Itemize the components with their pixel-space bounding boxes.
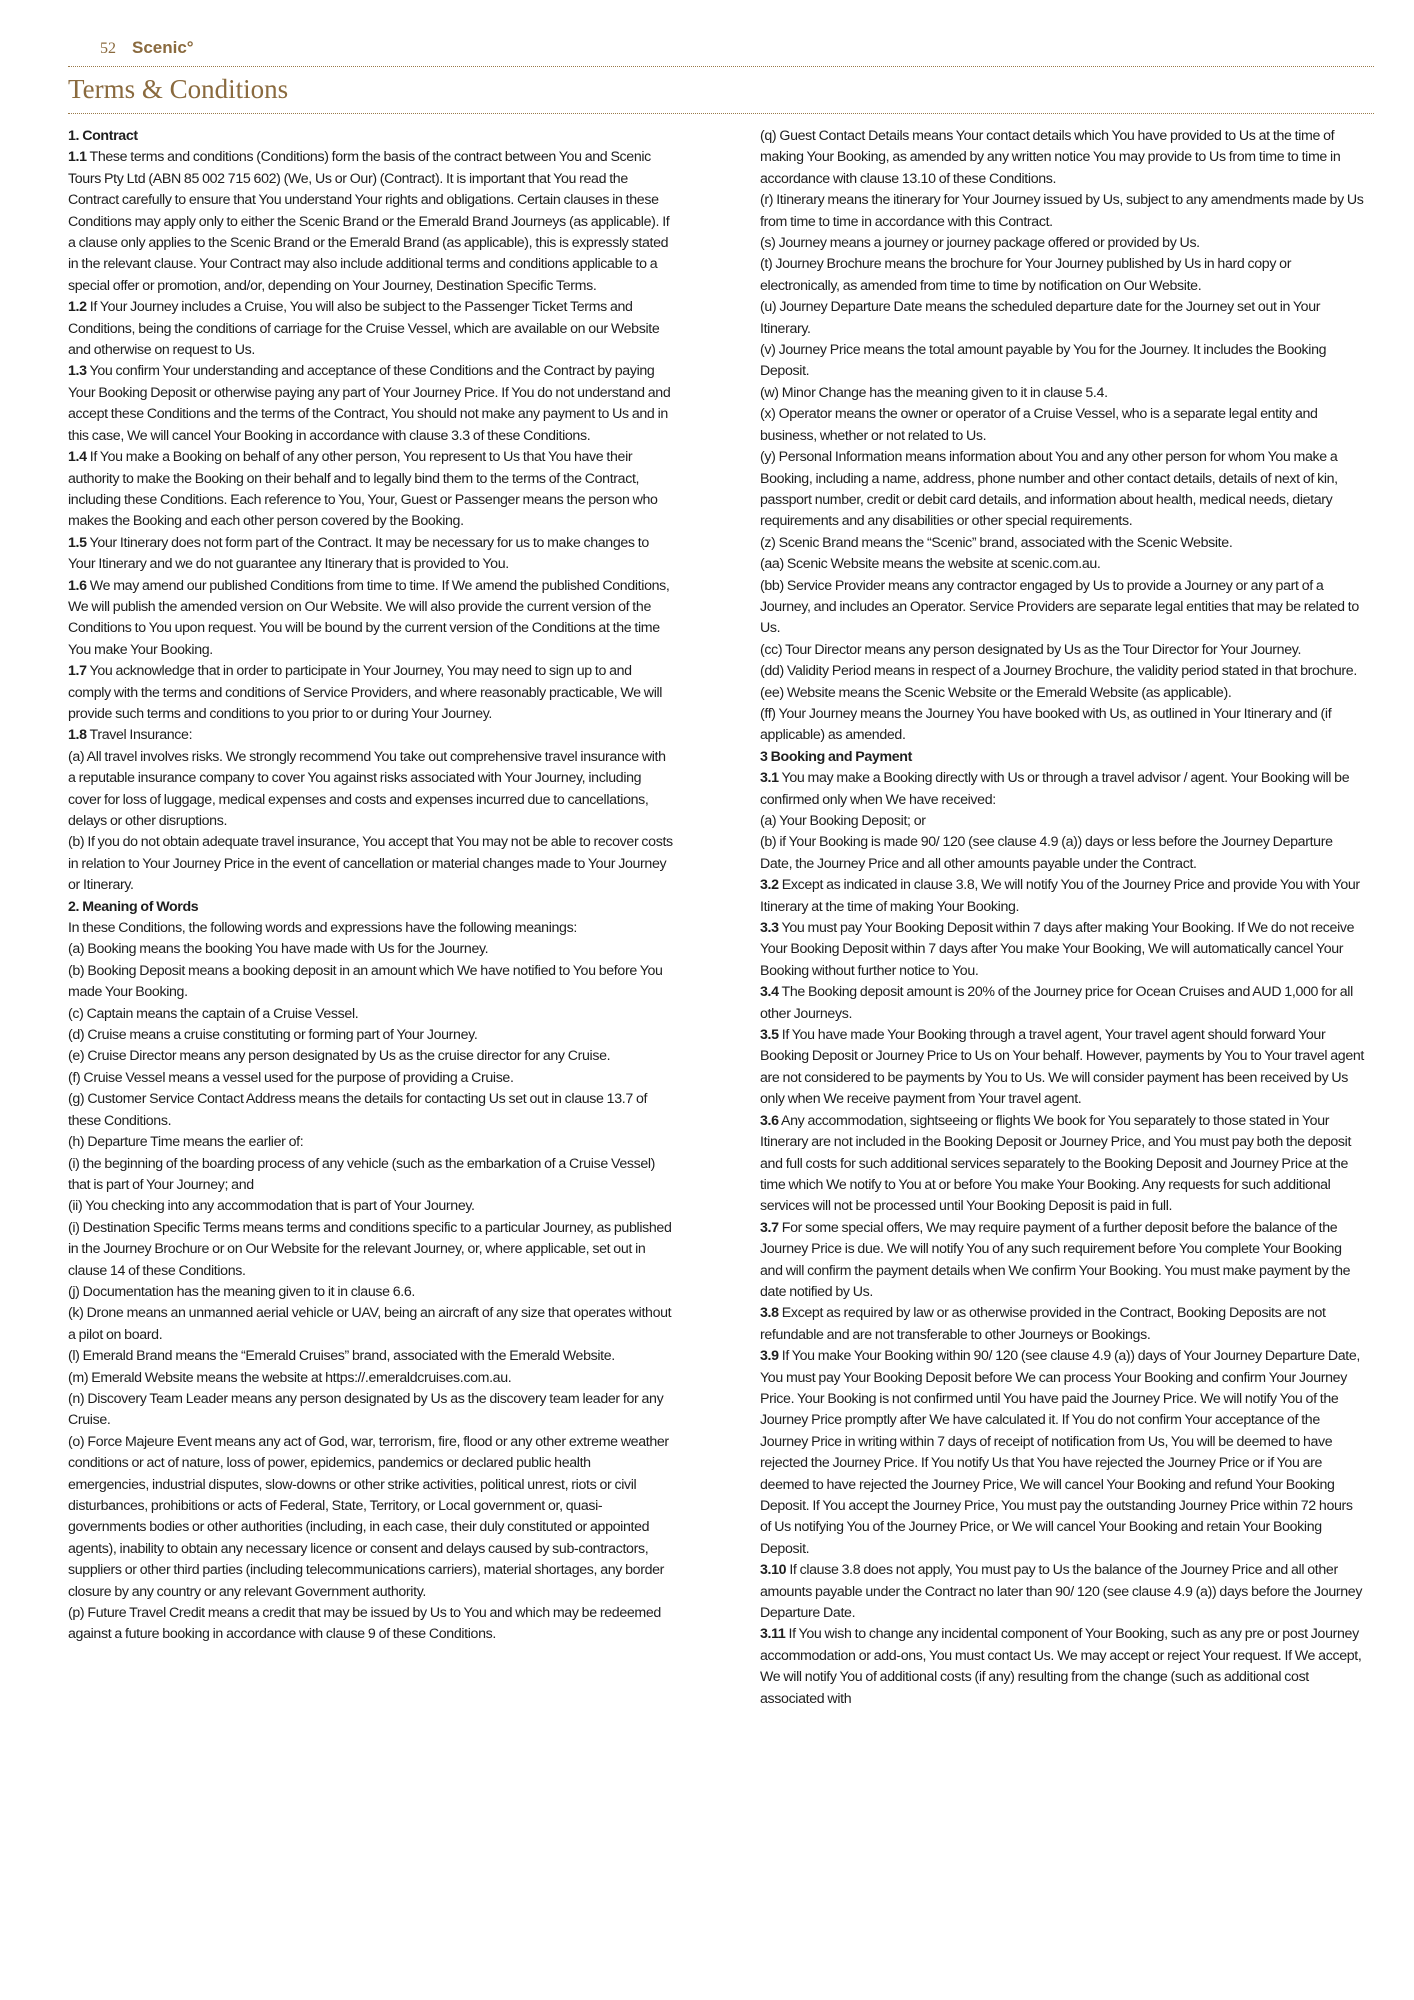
clause-text: You confirm Your understanding and acceptance of these Conditions and the Contract by paying Your Booking Deposit or otherwise paying any part of Your Journey Price. If You do not understand and accept these Conditions and the terms of the Contract, You should not make any payment to Us and in this case, We will cancel Your Booking in accordance with clause 3.3 of these Conditions. — [68, 363, 671, 444]
clause-text: (u) Journey Departure Date means the scheduled departure date for the Journey set out in Your Itinerary. — [760, 299, 1321, 337]
clause-paragraph — [760, 1111, 1366, 1218]
clause-text: (m) Emerald Website means the website at https://.emeraldcruises.com.au. — [68, 1369, 512, 1386]
clause-paragraph — [760, 554, 1366, 575]
clause-text: (y) Personal Information means information about You and any other person for whom You make a Booking, including a name, address, phone number and other contact details, details of next of kin, passport number, credit or debit card details, and information about health, medical needs, dietary requirements and any disabilities or other special requirements. — [760, 449, 1338, 530]
clause-number: 3.10 — [760, 1562, 787, 1579]
clause-paragraph — [760, 297, 1366, 340]
clause-number: 3.1 — [760, 770, 779, 787]
clause-paragraph — [760, 1025, 1366, 1111]
clause-text: (c) Captain means the captain of a Cruise Vessel. — [68, 1005, 359, 1022]
clause-text: (bb) Service Provider means any contractor engaged by Us to provide a Journey or any part of a Journey, and includes an Operator. Service Providers are separate legal entities that may be related to Us. — [760, 577, 1359, 637]
clause-text: (h) Departure Time means the earlier of: — [68, 1134, 304, 1151]
clause-number: 3.3 — [760, 920, 779, 937]
clause-paragraph — [760, 576, 1366, 640]
clause-paragraph — [68, 747, 674, 833]
clause-text: (s) Journey means a journey or journey package offered or provided by Us. — [760, 235, 1200, 252]
clause-paragraph — [68, 447, 674, 533]
title-divider — [68, 113, 1374, 114]
clause-paragraph — [68, 1282, 674, 1303]
clause-paragraph — [760, 254, 1366, 297]
clause-text: We may amend our published Conditions from time to time. If We amend the published Conditions, We will publish the amended version on Our Website. We will also provide the current version of the Conditions to You upon request. You will be bound by the current version of the Conditions at the time You make Your Booking. — [68, 577, 670, 658]
clause-number: 1.1 — [68, 149, 87, 166]
clause-number: 3.8 — [760, 1305, 779, 1322]
clause-paragraph — [68, 918, 674, 939]
clause-text: (l) Emerald Brand means the “Emerald Cruises” brand, associated with the Emerald Website. — [68, 1348, 615, 1365]
clause-paragraph — [760, 190, 1366, 233]
clause-text: (r) Itinerary means the itinerary for Your Journey issued by Us, subject to any amendments made by Us from time to time in accordance with this Contract. — [760, 192, 1364, 230]
clause-text: Except as required by law or as otherwise provided in the Contract, Booking Deposits are not refundable and are not transferable to other Journeys or Bookings. — [760, 1305, 1326, 1343]
clause-paragraph — [68, 832, 674, 896]
clause-text: (a) Your Booking Deposit; or — [760, 813, 926, 829]
clause-paragraph — [68, 1368, 674, 1389]
clause-text: For some special offers, We may require payment of a further deposit before the balance of the Journey Price is due. We will notify You of any such requirement before You complete Your Booking and will confirm the payment details when We confirm Your Booking. You must make payment by the date notified by Us. — [760, 1219, 1351, 1300]
clause-paragraph — [68, 939, 674, 960]
clause-text: (e) Cruise Director means any person designated by Us as the cruise director for any Cruise. — [68, 1048, 611, 1065]
clause-paragraph — [760, 811, 1366, 832]
clause-paragraph — [68, 1196, 674, 1217]
clause-text: (g) Customer Service Contact Address means the details for contacting Us set out in clause 13.7 of these Conditions. — [68, 1091, 648, 1129]
clause-text: (a) All travel involves risks. We strongly recommend You take out comprehensive travel insurance with a reputable insurance company to cover You against risks associated with Your Journey, including cover for loss of luggage, medical expenses and costs and expenses incurred due to cancellations, delays or other disruptions. — [68, 748, 666, 829]
clause-number: 3.6 — [760, 1112, 779, 1129]
section-heading: 1. Contract — [68, 128, 138, 144]
clause-paragraph — [68, 361, 674, 447]
clause-paragraph — [760, 918, 1366, 982]
clause-paragraph — [68, 961, 674, 1004]
clause-text: (b) if Your Booking is made 90/ 120 (see clause 4.9 (a)) days or less before the Journey Departure Date, the Journey Price and all other amounts payable under the Contract. — [760, 834, 1333, 872]
clause-text: (v) Journey Price means the total amount payable by You for the Journey. It includes the Booking Deposit. — [760, 342, 1327, 380]
clause-paragraph — [760, 832, 1366, 875]
section-heading: 2. Meaning of Words — [68, 898, 199, 915]
clause-number: 3.9 — [760, 1348, 779, 1365]
clause-paragraph — [68, 1004, 674, 1025]
clause-text: (aa) Scenic Website means the website at scenic.com.au. — [760, 556, 1101, 573]
clause-paragraph — [68, 147, 674, 297]
clause-text: The Booking deposit amount is 20% of the Journey price for Ocean Cruises and AUD 1,000 for all other Journeys. — [760, 984, 1353, 1022]
clause-paragraph — [68, 1603, 674, 1646]
clause-text: If You make a Booking on behalf of any other person, You represent to Us that You have their authority to make the Booking on their behalf and to legally bind them to the terms of the Contract, including these Conditions. Each reference to You, Your, Guest or Passenger means the person who makes the Booking and each other person covered by the Booking. — [68, 449, 658, 530]
clause-text: (ee) Website means the Scenic Website or the Emerald Website (as applicable). — [760, 684, 1232, 701]
clause-text: (i) Destination Specific Terms means terms and conditions specific to a particular Journey, as published in the Journey Brochure or on Our Website for the relevant Journey, or, where applicable, set out in clause 14 of these Conditions. — [68, 1219, 672, 1279]
clause-paragraph — [760, 404, 1366, 447]
left-column — [68, 126, 674, 1646]
clause-paragraph — [68, 1046, 674, 1067]
clause-number: 3.7 — [760, 1219, 779, 1236]
clause-number: 3.4 — [760, 984, 779, 1001]
clause-paragraph — [760, 340, 1366, 383]
clause-text: Your Itinerary does not form part of the Contract. It may be necessary for us to make changes to Your Itinerary and we do not guarantee any Itinerary that is provided to You. — [68, 534, 649, 573]
clause-paragraph — [68, 1346, 674, 1367]
clause-paragraph — [68, 1432, 674, 1603]
clause-text: (q) Guest Contact Details means Your contact details which You have provided to Us at the time of making Your Booking, as amended by any written notice You may provide to Us from time to time in accordance with clause 13.10 of these Conditions. — [760, 128, 1341, 187]
clause-paragraph — [68, 1154, 674, 1197]
clause-text: (f) Cruise Vessel means a vessel used for the purpose of providing a Cruise. — [68, 1069, 514, 1086]
clause-paragraph — [760, 383, 1366, 404]
clause-number: 1.5 — [68, 534, 87, 551]
clause-text: If Your Journey includes a Cruise, You will also be subject to the Passenger Ticket Terms and Conditions, being the conditions of carriage for the Cruise Vessel, which are available on our Website and otherwise on request to Us. — [68, 299, 660, 359]
clause-text: You must pay Your Booking Deposit within 7 days after making Your Booking. If We do not receive Your Booking Deposit within 7 days after You make Your Booking, We will automatically cancel Your Booking without further notice to You. — [760, 920, 1355, 979]
clause-text: (cc) Tour Director means any person designated by Us as the Tour Director for Your Journey. — [760, 641, 1302, 658]
section-heading: 3 Booking and Payment — [760, 748, 912, 765]
clause-number: 3.5 — [760, 1027, 779, 1044]
clause-text: (w) Minor Change has the meaning given to it in clause 5.4. — [760, 384, 1108, 401]
clause-text: (dd) Validity Period means in respect of a Journey Brochure, the validity period stated in that brochure. — [760, 663, 1357, 680]
clause-text: If clause 3.8 does not apply, You must pay to Us the balance of the Journey Price and all other amounts payable under the Contract no later than 90/ 120 (see clause 4.9 (a)) days before the Journey Departure Date. — [760, 1562, 1363, 1622]
clause-number: 1.7 — [68, 663, 87, 680]
clause-number: 1.2 — [68, 299, 87, 316]
clause-text: These terms and conditions (Conditions) form the basis of the contract between You and Scenic Tours Pty Ltd (ABN 85 002 715 602) (We, Us or Our) (Contract). It is important that You read the Contract carefully to ensure that You understand Your rights and obligations. Certain clauses in these Conditions may apply only to either the Scenic Brand or the Emerald Brand Journeys (as applicable). If a clause only applies to the Scenic Brand or the Emerald Brand (as applicable), this is expressly stated in the relevant clause. Your Contract may also include additional terms and conditions applicable to a special offer or promotion, and/or, depending on Your Journey, Destination Specific Terms. — [68, 149, 670, 294]
clause-text: (x) Operator means the owner or operator of a Cruise Vessel, who is a separate legal entity and business, whether or not related to Us. — [760, 406, 1318, 444]
clause-text: You may make a Booking directly with Us or through a travel advisor / agent. Your Booking will be confirmed only when We have received: — [760, 770, 1350, 808]
clause-number: 1.3 — [68, 363, 87, 380]
clause-text: (b) If you do not obtain adequate travel insurance, You accept that You may not be able to recover costs in relation to Your Journey Price in the event of cancellation or material changes made to Your Journey or Itinerary. — [68, 834, 673, 894]
clause-paragraph — [68, 1089, 674, 1132]
clause-text: (j) Documentation has the meaning given to it in clause 6.6. — [68, 1283, 416, 1300]
right-column — [760, 126, 1366, 1710]
clause-paragraph — [760, 768, 1366, 811]
clause-paragraph — [760, 1346, 1366, 1560]
clause-paragraph — [760, 982, 1366, 1025]
clause-paragraph — [760, 661, 1366, 682]
clause-text: Travel Insurance: — [89, 727, 193, 744]
clause-paragraph — [760, 1303, 1366, 1346]
clause-text: (o) Force Majeure Event means any act of God, war, terrorism, fire, flood or any other extreme weather conditions or act of nature, loss of power, epidemics, pandemics or declared public health emergencies, industrial disputes, slow-downs or other strike activities, political unrest, riots or civil disturbances, prohibitions or acts of Federal, State, Territory, or Local government or, quasi-governments bodies or other authorities (including, in each case, their duly constituted or appointed agents), inability to obtain any necessary licence or consent and delays caused by sub-contractors, suppliers or other third parties (including telecommunications carriers), material shortages, any border closure by any country or any relevant Government authority. — [68, 1433, 669, 1600]
clause-number: 1.6 — [68, 577, 87, 594]
clause-text: (k) Drone means an unmanned aerial vehicle or UAV, being an aircraft of any size that operates without a pilot on board. — [68, 1305, 672, 1343]
clause-text: You acknowledge that in order to participate in Your Journey, You may need to sign up to and comply with the terms and conditions of Service Providers, and where reasonably practicable, We will provide such terms and conditions to you prior to or during Your Journey. — [68, 663, 663, 722]
top-divider — [68, 66, 1374, 67]
clause-text: If You make Your Booking within 90/ 120 (see clause 4.9 (a)) days of Your Journey Departure Date, You must pay Your Booking Deposit before We can process Your Booking and confirm Your Journey Price. Your Booking is not confirmed until You have paid the Journey Price. We will notify You of the Journey Price promptly after We have calculated it. If You do not confirm Your acceptance of the Journey Price in writing within 7 days of receipt of notification from Us, You will be deemed to have rejected the Journey Price. If You notify Us that You have rejected the Journey Price or if You are deemed to have rejected the Journey Price, We will cancel Your Booking and refund Your Booking Deposit. If You accept the Journey Price, You must pay the outstanding Journey Price within 72 hours of Us notifying You of the Journey Price, or We will cancel Your Booking and retain Your Booking Deposit. — [760, 1348, 1361, 1557]
clause-number: 1.4 — [68, 449, 87, 466]
clause-paragraph — [760, 1218, 1366, 1304]
clause-number: 3.2 — [760, 877, 779, 894]
clause-paragraph — [760, 1624, 1366, 1710]
clause-text: (n) Discovery Team Leader means any person designated by Us as the discovery team leader for any Cruise. — [68, 1390, 664, 1429]
clause-text: (b) Booking Deposit means a booking deposit in an amount which We have notified to You before You made Your Booking. — [68, 962, 663, 1001]
clause-paragraph — [68, 533, 674, 576]
clause-text: Except as indicated in clause 3.8, We will notify You of the Journey Price and provide You with Your Itinerary at the time of making Your Booking. — [760, 877, 1360, 915]
clause-text: If You have made Your Booking through a travel agent, Your travel agent should forward Your Booking Deposit or Journey Price to Us on Your behalf. However, payments by You to Your travel agent are not considered to be payments by You to Us. We will consider payment has been received by Us only when We receive payment from Your travel agent. — [760, 1027, 1365, 1108]
clause-paragraph — [760, 1560, 1366, 1624]
clause-text: (ff) Your Journey means the Journey You have booked with Us, as outlined in Your Itinerary and (if applicable) as amended. — [760, 705, 1332, 744]
brand-name: Scenic° — [132, 38, 194, 57]
clause-paragraph — [760, 233, 1366, 254]
clause-paragraph — [760, 640, 1366, 661]
clause-number: 3.11 — [760, 1626, 786, 1643]
clause-paragraph — [68, 297, 674, 361]
clause-paragraph — [68, 1303, 674, 1346]
clause-text: (i) the beginning of the boarding process of any vehicle (such as the embarkation of a Cruise Vessel) that is part of Your Journey; and — [68, 1155, 656, 1193]
clause-paragraph — [68, 576, 674, 662]
clause-text: (t) Journey Brochure means the brochure for Your Journey published by Us in hard copy or electronically, as amended from time to time by notification on Our Website. — [760, 256, 1292, 294]
clause-text: (a) Booking means the booking You have made with Us for the Journey. — [68, 941, 489, 958]
clause-text: Any accommodation, sightseeing or flights We book for You separately to those stated in Your Itinerary are not included in the Booking Deposit or Journey Price, and You must pay both the deposit and full costs for such additional services separately to the Booking Deposit and Journey Price at the time which We notify to You at or before You make Your Booking. Any requests for such additional services will not be processed until Your Booking Deposit is paid in full. — [760, 1112, 1352, 1215]
clause-paragraph — [68, 1218, 674, 1282]
clause-paragraph — [760, 683, 1366, 704]
clause-paragraph — [760, 704, 1366, 747]
clause-paragraph — [68, 1025, 674, 1046]
clause-text: If You wish to change any incidental component of Your Booking, such as any pre or post Journey accommodation or add-ons, You must contact Us. We may accept or reject Your request. If We accept, We will notify You of additional costs (if any) resulting from the change (such as additional cost associated with — [760, 1626, 1362, 1707]
clause-paragraph — [760, 447, 1366, 533]
clause-text: (ii) You checking into any accommodation that is part of Your Journey. — [68, 1198, 475, 1215]
clause-text: In these Conditions, the following words and expressions have the following meanings: — [68, 920, 577, 937]
clause-paragraph — [68, 661, 674, 725]
clause-paragraph — [68, 725, 674, 746]
clause-paragraph — [68, 1132, 674, 1153]
page-number: 52 — [100, 40, 116, 57]
clause-text: (d) Cruise means a cruise constituting or forming part of Your Journey. — [68, 1027, 478, 1044]
page-title: Terms & Conditions — [68, 74, 289, 104]
clause-text: (p) Future Travel Credit means a credit that may be issued by Us to You and which may be redeemed against a future booking in accordance with clause 9 of these Conditions. — [68, 1605, 661, 1643]
clause-paragraph — [760, 875, 1366, 918]
clause-paragraph — [760, 533, 1366, 554]
clause-paragraph — [68, 1068, 674, 1089]
clause-paragraph — [760, 126, 1366, 190]
clause-paragraph — [68, 1389, 674, 1432]
clause-number: 1.8 — [68, 727, 87, 744]
clause-text: (z) Scenic Brand means the “Scenic” brand, associated with the Scenic Website. — [760, 534, 1233, 551]
page-header — [100, 38, 194, 58]
